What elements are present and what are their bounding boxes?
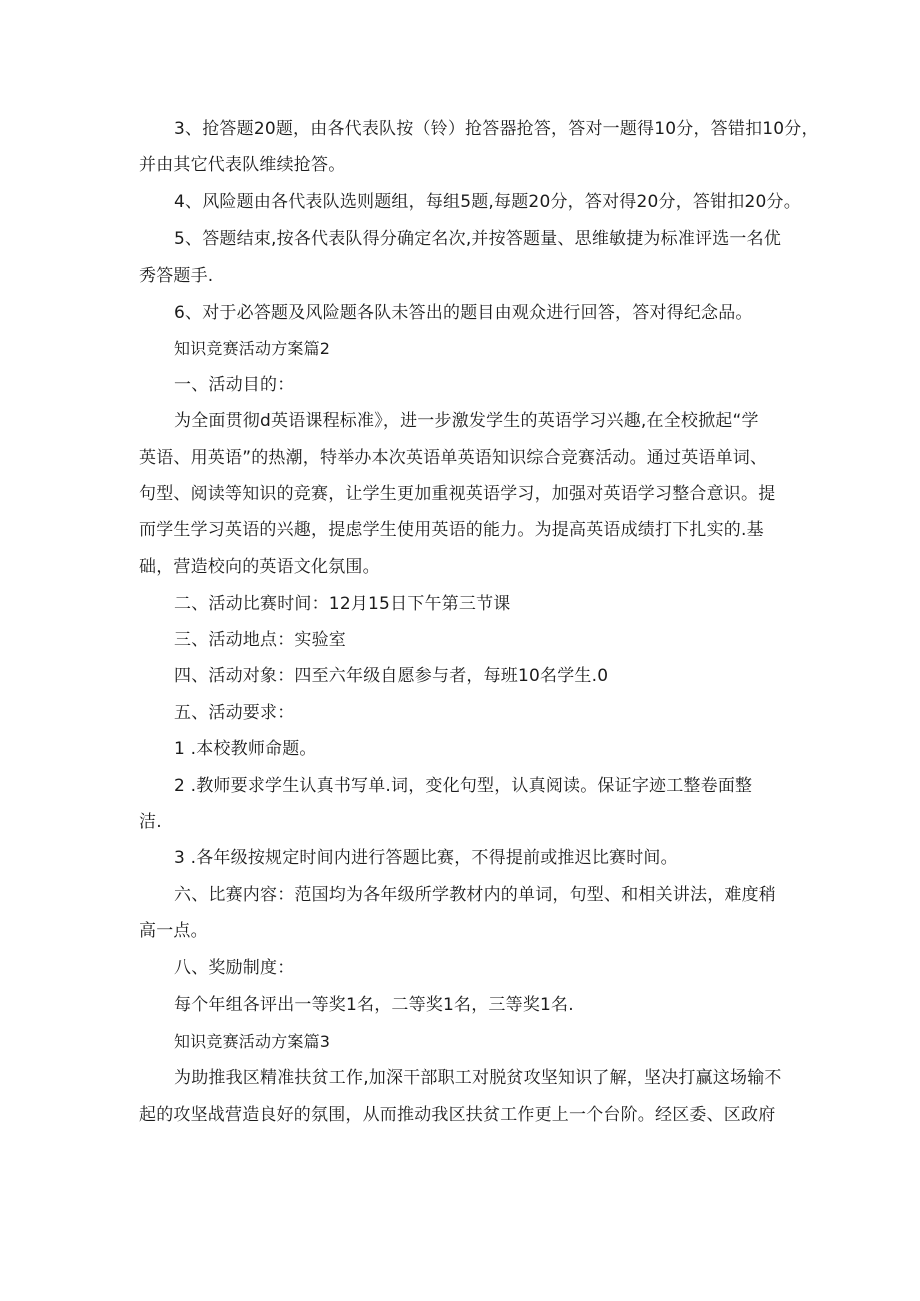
rule-4-line: 4、风险题由各代表队选则题组，每组5题,每题20分，答对得20分，答钳扣20分。	[174, 192, 801, 212]
intro-line-1: 为助推我区精准扶贫工作,加深干部职工对脱贫攻坚知识了解，坚决打赢这场输不	[174, 1068, 782, 1088]
intro-line-2: 起的攻坚战营造良好的氛围，从而推动我区扶贫工作更上一个台阶。经区委、区政府	[139, 1105, 776, 1125]
rule-3-line-2: 并由其它代表队维续抢答。	[139, 155, 346, 175]
rule-6-line: 6、对于必答题及风险题各队未答出的题目由观众进行回答，答对得纪念品。	[174, 303, 753, 323]
requirement-1: 1 .本校教师命题。	[174, 739, 317, 759]
purpose-line-1: 为全面贯彻d英语课程标准》，进一步激发学生的英语学习兴趣,在全校掀起“学	[174, 411, 759, 431]
requirement-2-line-2: 洁.	[139, 812, 162, 832]
heading-rewards: 八、奖励制度：	[174, 958, 295, 978]
heading-purpose: 一、活动目的：	[174, 375, 295, 395]
section-heading-2: 知识竞赛活动方案篇2	[174, 339, 331, 358]
purpose-line-4: 而学生学习英语的兴趣，提虑学生使用英语的能力。为提高英语成绩打下扎实的.基	[139, 520, 764, 540]
heading-requirements: 五、活动要求：	[174, 703, 295, 723]
requirement-2-line-1: 2 .教师要求学生认真书写单.词，变化句型，认真阅读。保证字迹工整卷面整	[174, 776, 753, 796]
activity-location: 三、活动地点：实验室	[174, 630, 346, 650]
purpose-line-3: 句型、阅读等知识的竞赛，让学生更加重视英语学习，加强对英语学习整合意识。提	[139, 484, 776, 504]
rule-5-line-2: 秀答题手.	[139, 266, 214, 286]
purpose-line-2: 英语、用英语”的热潮，特举办本次英语单英语知识综合竞赛活动。通过英语单词、	[139, 448, 768, 468]
rule-3-line-1: 3、抢答题20题，由各代表队按（铃）抢答器抢答，答对一题得10分，答错扣10分，	[174, 119, 819, 139]
competition-content-line-2: 高一点。	[139, 921, 208, 941]
activity-participants: 四、活动对象：四至六年级自愿参与者，每班10名学生.0	[174, 666, 609, 686]
requirement-3: 3 .各年级按规定时间内进行答题比赛，不得提前或推迟比赛时间。	[174, 848, 678, 868]
rewards-line: 每个年组各评出一等奖1名，二等奖1名，三等奖1名.	[174, 995, 574, 1015]
competition-content-line-1: 六、比赛内容：范国均为各年级所学教材内的单词，句型、和相关讲法，难度稍	[174, 885, 776, 905]
section-heading-3: 知识竞赛活动方案篇3	[174, 1032, 331, 1051]
purpose-line-5: 础，营造校向的英语文化氛围。	[139, 557, 380, 577]
competition-time: 二、活动比赛时间：12月15日下午第三节课	[174, 594, 511, 614]
rule-5-line-1: 5、答题结束,按各代表队得分确定名次,并按答题量、思维敏捷为标准评选一名优	[174, 229, 782, 249]
